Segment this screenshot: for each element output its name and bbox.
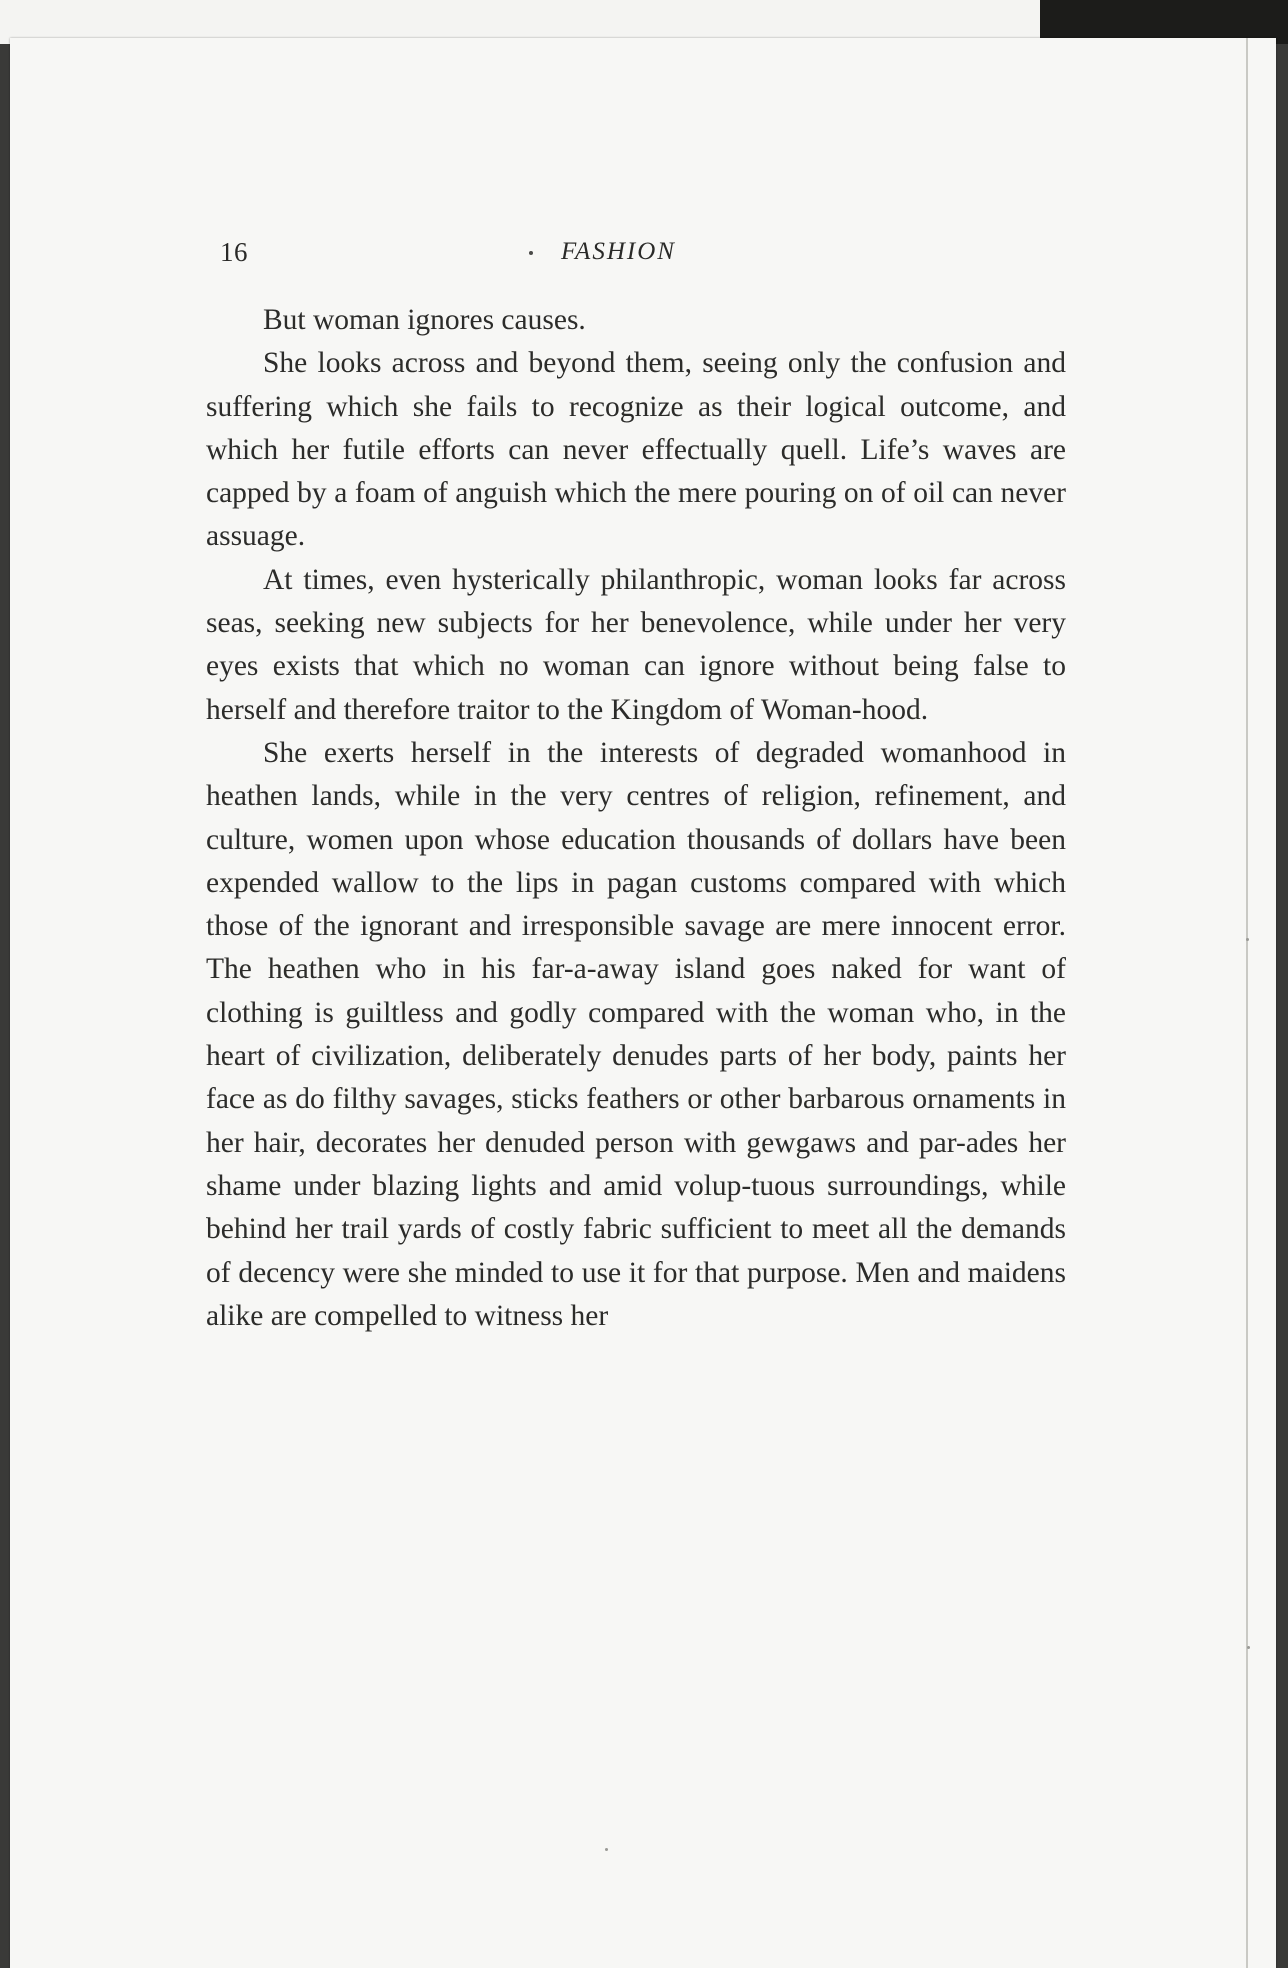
scan-speck <box>1247 1646 1250 1649</box>
page-edge-line <box>1246 38 1248 1968</box>
page-number: 16 <box>220 237 248 267</box>
page-body <box>206 299 1066 1338</box>
paragraph-1: But woman ignores causes. <box>263 304 586 336</box>
scan-speck <box>605 1848 608 1851</box>
running-title: FASHION <box>561 238 676 265</box>
scan-speck <box>1246 938 1249 941</box>
header-dot <box>529 251 533 255</box>
paragraph-4: She exerts herself in the interests of degraded womanhood in heathen lands, while in the very centres of religion, refinement, and culture, women upon whose education thousands of dollars have been expended wallow to the lips in pagan customs compared with which those of the ignorant and irresponsible savage are mere innocent error. The heathen who in his far-a-away island goes naked for want of clothing is guiltless and godly compared with the woman who, in the heart of civilization, deliberately denudes parts of her body, paints her face as do filthy savages, sticks feathers or other barbarous ornaments in her hair, decorates her denuded person with gewgaws and par-ades her shame under blazing lights and amid volup-tuous surroundings, while behind her trail yards of costly fabric sufficient to meet all the demands of decency were she minded to use it for that purpose. Men and maidens alike are compelled to witness her <box>206 736 1066 1332</box>
running-header <box>210 237 1076 281</box>
paragraph-3: At times, even hysterically philanthropic, woman looks far across seas, seeking new subjects for her benevolence, while under her very eyes exists that which no woman can ignore without being false to herself and therefore traitor to the Kingdom of Woman-hood. <box>206 563 1066 726</box>
paragraph-2: She looks across and beyond them, seeing only the confusion and suffering which she fails to recognize as their logical outcome, and which her futile efforts can never effectually quell. Life’s waves are capped by a foam of anguish which the mere pouring on of oil can never assuage. <box>206 347 1066 553</box>
